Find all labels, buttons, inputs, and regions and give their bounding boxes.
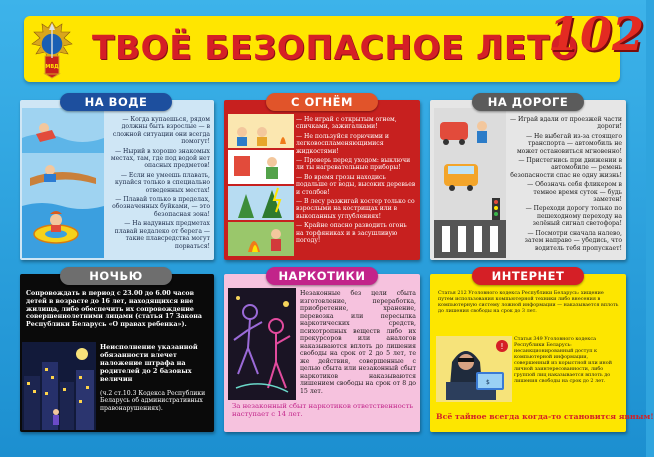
- svg-text:$: $: [486, 379, 490, 386]
- drugs-panel-title: НАРКОТИКИ: [266, 267, 378, 285]
- road-rule-4: — Обозначь себя фликером в темное время суток — будь заметен!: [527, 181, 622, 204]
- water-rule-2: — Нырий в хорошо знакомых местах, там, где под водой нет опасных предметов!: [110, 147, 210, 170]
- road-rule-2: — Не выбегай из-за стоящего транспорта — автомобиль не может остановиться мгновенно!: [516, 132, 622, 155]
- road-panel: [430, 100, 626, 260]
- water-rules: [104, 116, 210, 258]
- internet-panel-title: ИНТЕРНЕТ: [472, 267, 584, 285]
- fire-rule-6: — Крайне опасно разводить огонь на торфяниках и в засушливую погоду!: [296, 222, 407, 245]
- fire-panel-title: С ОГНЁМ: [266, 93, 378, 111]
- water-rule-1: — Когда купаешься, рядом должны быть взрослые — в сложной ситуации они всегда помогут!: [112, 116, 210, 146]
- water-rule-4: — Плавай только в пределах, обозначенных буйками, — это безопасная зона!: [112, 196, 210, 218]
- drugs-illustration: [228, 288, 296, 400]
- drugs-panel: [224, 274, 420, 432]
- night-intro: Сопровождать в период с 23.00 до 6.00 часов детей в возрасте до 16 лет, находящихся вне жилища, либо обеспечить их сопровождение совершеннолетними лицами (статья 17 Закона Республики Беларусь «О правах ребенка»).: [26, 290, 202, 329]
- road-rule-3: — Пристегнись при движении в автомобиле — ремень безопасности спас не одну жизнь!: [510, 157, 622, 179]
- night-panel: [20, 274, 214, 432]
- night-panel-title: НОЧЬЮ: [60, 267, 172, 285]
- internet-footer: Всё тайное всегда когда-то становится явным!: [436, 412, 654, 421]
- drugs-footer: За незаконный сбыт наркотиков ответственность наступает с 14 лет.: [232, 402, 414, 419]
- fire-rule-3: — Проверь перед уходом: выключи ли ты нагревательные приборы!: [296, 157, 411, 172]
- road-rule-5: — Переходи дорогу только по пешеходному переходу на зелёный сигнал светофора!: [525, 205, 622, 228]
- road-rule-1: — Играй вдали от проезжей части дороги!: [509, 116, 622, 131]
- emergency-number: 102: [548, 7, 645, 61]
- road-rule-6: — Посмотри сначала налево, затем направо — убедись, что водитель тебя пропускает!: [524, 229, 622, 252]
- page-title: ТВОЁ БЕЗОПАСНОЕ ЛЕТО: [92, 28, 579, 67]
- water-panel-title: НА ВОДЕ: [60, 93, 172, 111]
- internet-text-2: Статья 349 Уголовного кодекса Республики Беларусь: несанкционированный доступ к компьютерной информации, совершенный из корыстной или иной личной заинтересованности, либо группой лиц наказывается вплоть до лишения свободы на срок до 2 лет.: [514, 336, 613, 384]
- internet-panel: [430, 274, 654, 432]
- swimming-children-illustration: [22, 108, 104, 258]
- night-fine: Неисполнение указанной обязанности влечет наложение штрафа на родителей до 2 базовых величин: [100, 343, 198, 383]
- internet-text-1: Статья 212 Уголовного кодекса Республики Беларусь: хищение путем использования компьютерной техники либо внесения в компьютерную систему ложной информации — наказывается вплоть до лишения свободы на срок до 3 лет.: [438, 290, 619, 314]
- water-panel: [20, 100, 214, 260]
- water-rule-5: — На надувных предметах плавай недалеко от берега — такие плавсредства могут порваться!: [114, 220, 210, 250]
- fire-rule-4: — Во время грозы находись подальше от воды, высоких деревьев и столбов!: [296, 173, 416, 196]
- road-panel-title: НА ДОРОГЕ: [472, 93, 584, 111]
- drugs-text: Незаконные без цели сбыта изготовление, переработка, приобретение, хранение, перевозка или пересылка наркотических средств, психотропных веществ либо их прекурсоров или аналогов наказываются вплоть до лишения свободы на срок от 2 до 5 лет, те же действия, совершенные с целью сбыта или незаконный сбыт наркотиков наказываются лишением свободы на срок от 8 до 15 лет.: [300, 290, 416, 395]
- fire-rule-2: — Не пользуйся горючими и легковоспламеняющимися жидкостями!: [296, 132, 389, 155]
- police-emblem-icon: [30, 20, 74, 80]
- night-city-illustration: [22, 342, 96, 430]
- emblem-text: МВД: [45, 64, 59, 70]
- fire-rule-1: — Не играй с открытым огнем, спичками, зажигалками!: [296, 116, 397, 131]
- fire-rule-5: — В лесу разжигай костер только со взрослыми на кострищах или в выкопанных углублениях!: [296, 198, 415, 220]
- water-rule-3: — Если не умеешь плавать, купайся только в специально отведенных местах!: [115, 171, 210, 194]
- road-rules: [508, 116, 622, 258]
- road-safety-illustration: [434, 108, 506, 258]
- fire-panel: [224, 100, 420, 260]
- night-article: (ч.2 ст.10.3 Кодекса Республики Беларусь об административных правонарушениях).: [100, 390, 206, 412]
- fire-safety-illustration: [228, 114, 294, 256]
- fire-rules: [296, 116, 416, 258]
- svg-text:!: !: [500, 342, 504, 351]
- hacker-illustration: [436, 336, 512, 402]
